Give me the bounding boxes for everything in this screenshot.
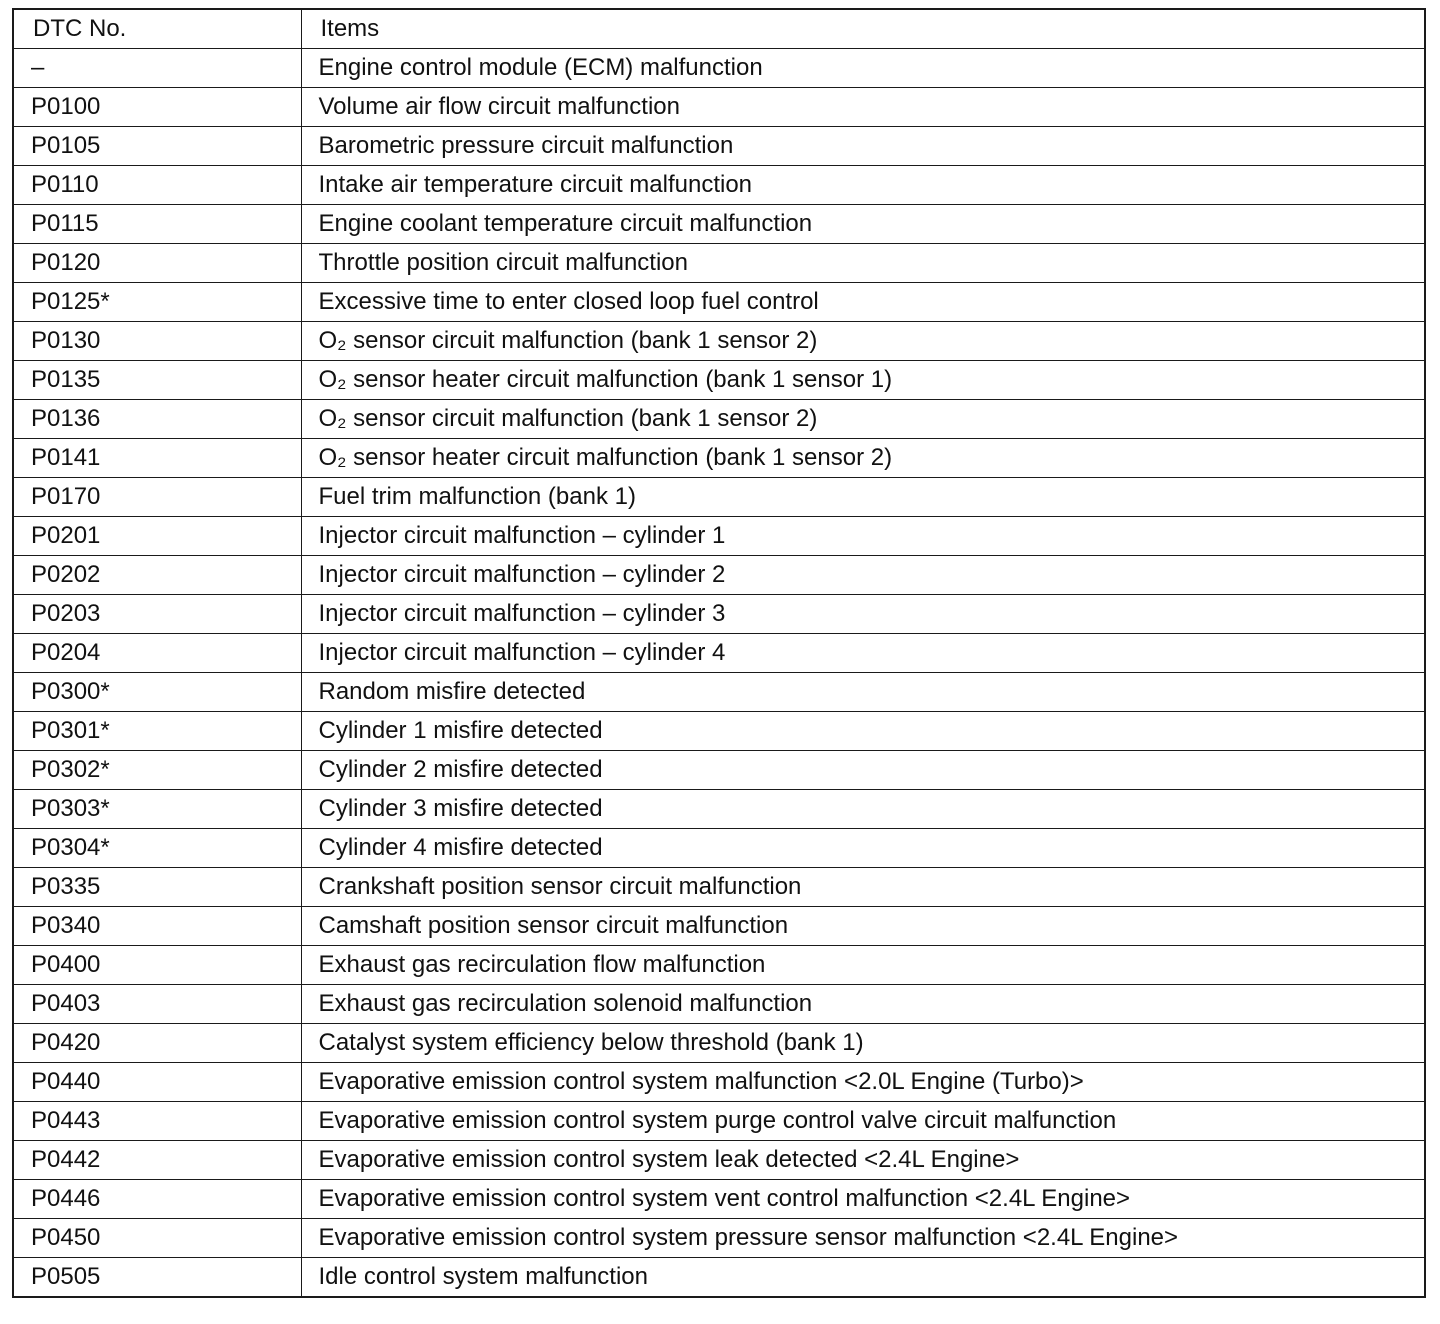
- dtc-code-cell: P0303*: [13, 790, 301, 829]
- table-row: [13, 1024, 1425, 1063]
- table-row: [13, 751, 1425, 790]
- dtc-item-cell: Evaporative emission control system vent control malfunction <2.4L Engine>: [301, 1180, 1425, 1219]
- dtc-item-cell: Cylinder 2 misfire detected: [301, 751, 1425, 790]
- table-row: [13, 205, 1425, 244]
- table-row: [13, 127, 1425, 166]
- dtc-item-cell: Catalyst system efficiency below threshold (bank 1): [301, 1024, 1425, 1063]
- table-row: [13, 790, 1425, 829]
- dtc-code-cell: P0505: [13, 1258, 301, 1298]
- dtc-item-cell: Evaporative emission control system purge control valve circuit malfunction: [301, 1102, 1425, 1141]
- table-row: [13, 868, 1425, 907]
- dtc-code-cell: P0204: [13, 634, 301, 673]
- dtc-code-cell: P0170: [13, 478, 301, 517]
- dtc-item-cell: Throttle position circuit malfunction: [301, 244, 1425, 283]
- table-row: [13, 517, 1425, 556]
- dtc-item-cell: Exhaust gas recirculation solenoid malfunction: [301, 985, 1425, 1024]
- table-row: [13, 88, 1425, 127]
- dtc-item-cell: Crankshaft position sensor circuit malfunction: [301, 868, 1425, 907]
- dtc-code-cell: P0340: [13, 907, 301, 946]
- dtc-item-cell: Evaporative emission control system pressure sensor malfunction <2.4L Engine>: [301, 1219, 1425, 1258]
- dtc-code-cell: P0136: [13, 400, 301, 439]
- dtc-code-cell: P0446: [13, 1180, 301, 1219]
- dtc-item-cell: Excessive time to enter closed loop fuel control: [301, 283, 1425, 322]
- dtc-code-cell: P0400: [13, 946, 301, 985]
- dtc-item-cell: Fuel trim malfunction (bank 1): [301, 478, 1425, 517]
- table-row: [13, 1219, 1425, 1258]
- dtc-item-cell: Injector circuit malfunction – cylinder 4: [301, 634, 1425, 673]
- dtc-item-cell: O₂ sensor heater circuit malfunction (bank 1 sensor 1): [301, 361, 1425, 400]
- table-row: [13, 634, 1425, 673]
- dtc-item-cell: Cylinder 1 misfire detected: [301, 712, 1425, 751]
- dtc-code-cell: P0203: [13, 595, 301, 634]
- dtc-table: [12, 8, 1426, 1298]
- table-row: [13, 1180, 1425, 1219]
- header-dtc-no: DTC No.: [13, 9, 301, 49]
- dtc-code-cell: P0141: [13, 439, 301, 478]
- table-row: [13, 322, 1425, 361]
- dtc-code-cell: P0442: [13, 1141, 301, 1180]
- dtc-code-cell: P0302*: [13, 751, 301, 790]
- table-header-row: [13, 9, 1425, 49]
- dtc-item-cell: Camshaft position sensor circuit malfunction: [301, 907, 1425, 946]
- table-row: [13, 907, 1425, 946]
- table-row: [13, 400, 1425, 439]
- dtc-code-cell: P0335: [13, 868, 301, 907]
- dtc-code-cell: P0420: [13, 1024, 301, 1063]
- dtc-code-cell: P0450: [13, 1219, 301, 1258]
- dtc-item-cell: Evaporative emission control system malfunction <2.0L Engine (Turbo)>: [301, 1063, 1425, 1102]
- table-row: [13, 283, 1425, 322]
- dtc-code-cell: P0403: [13, 985, 301, 1024]
- dtc-code-cell: P0100: [13, 88, 301, 127]
- dtc-item-cell: Evaporative emission control system leak detected <2.4L Engine>: [301, 1141, 1425, 1180]
- table-body: [13, 9, 1425, 1297]
- dtc-code-cell: P0120: [13, 244, 301, 283]
- table-row: [13, 1141, 1425, 1180]
- dtc-item-cell: Volume air flow circuit malfunction: [301, 88, 1425, 127]
- table-row: [13, 985, 1425, 1024]
- dtc-code-cell: P0115: [13, 205, 301, 244]
- table-row: [13, 556, 1425, 595]
- dtc-code-cell: P0130: [13, 322, 301, 361]
- table-row: [13, 712, 1425, 751]
- dtc-code-cell: –: [13, 49, 301, 88]
- table-row: [13, 49, 1425, 88]
- dtc-code-cell: P0135: [13, 361, 301, 400]
- table-row: [13, 244, 1425, 283]
- dtc-item-cell: Exhaust gas recirculation flow malfunction: [301, 946, 1425, 985]
- table-row: [13, 673, 1425, 712]
- dtc-item-cell: Cylinder 3 misfire detected: [301, 790, 1425, 829]
- header-items: Items: [301, 9, 1425, 49]
- table-row: [13, 361, 1425, 400]
- dtc-item-cell: O₂ sensor circuit malfunction (bank 1 sensor 2): [301, 322, 1425, 361]
- table-row: [13, 166, 1425, 205]
- table-row: [13, 439, 1425, 478]
- table-row: [13, 595, 1425, 634]
- dtc-item-cell: Engine coolant temperature circuit malfunction: [301, 205, 1425, 244]
- dtc-code-cell: P0202: [13, 556, 301, 595]
- dtc-item-cell: Idle control system malfunction: [301, 1258, 1425, 1298]
- dtc-item-cell: Engine control module (ECM) malfunction: [301, 49, 1425, 88]
- dtc-code-cell: P0201: [13, 517, 301, 556]
- dtc-item-cell: Cylinder 4 misfire detected: [301, 829, 1425, 868]
- table-row: [13, 829, 1425, 868]
- dtc-item-cell: O₂ sensor circuit malfunction (bank 1 sensor 2): [301, 400, 1425, 439]
- dtc-item-cell: O₂ sensor heater circuit malfunction (bank 1 sensor 2): [301, 439, 1425, 478]
- table-row: [13, 1063, 1425, 1102]
- dtc-code-cell: P0300*: [13, 673, 301, 712]
- dtc-code-cell: P0440: [13, 1063, 301, 1102]
- dtc-item-cell: Intake air temperature circuit malfunction: [301, 166, 1425, 205]
- dtc-code-cell: P0304*: [13, 829, 301, 868]
- dtc-code-cell: P0105: [13, 127, 301, 166]
- dtc-item-cell: Injector circuit malfunction – cylinder 1: [301, 517, 1425, 556]
- dtc-item-cell: Injector circuit malfunction – cylinder 2: [301, 556, 1425, 595]
- dtc-item-cell: Random misfire detected: [301, 673, 1425, 712]
- table-row: [13, 1102, 1425, 1141]
- table-row: [13, 1258, 1425, 1298]
- dtc-code-cell: P0110: [13, 166, 301, 205]
- dtc-item-cell: Injector circuit malfunction – cylinder 3: [301, 595, 1425, 634]
- table-row: [13, 946, 1425, 985]
- dtc-code-cell: P0125*: [13, 283, 301, 322]
- dtc-code-cell: P0301*: [13, 712, 301, 751]
- dtc-code-cell: P0443: [13, 1102, 301, 1141]
- dtc-item-cell: Barometric pressure circuit malfunction: [301, 127, 1425, 166]
- table-row: [13, 478, 1425, 517]
